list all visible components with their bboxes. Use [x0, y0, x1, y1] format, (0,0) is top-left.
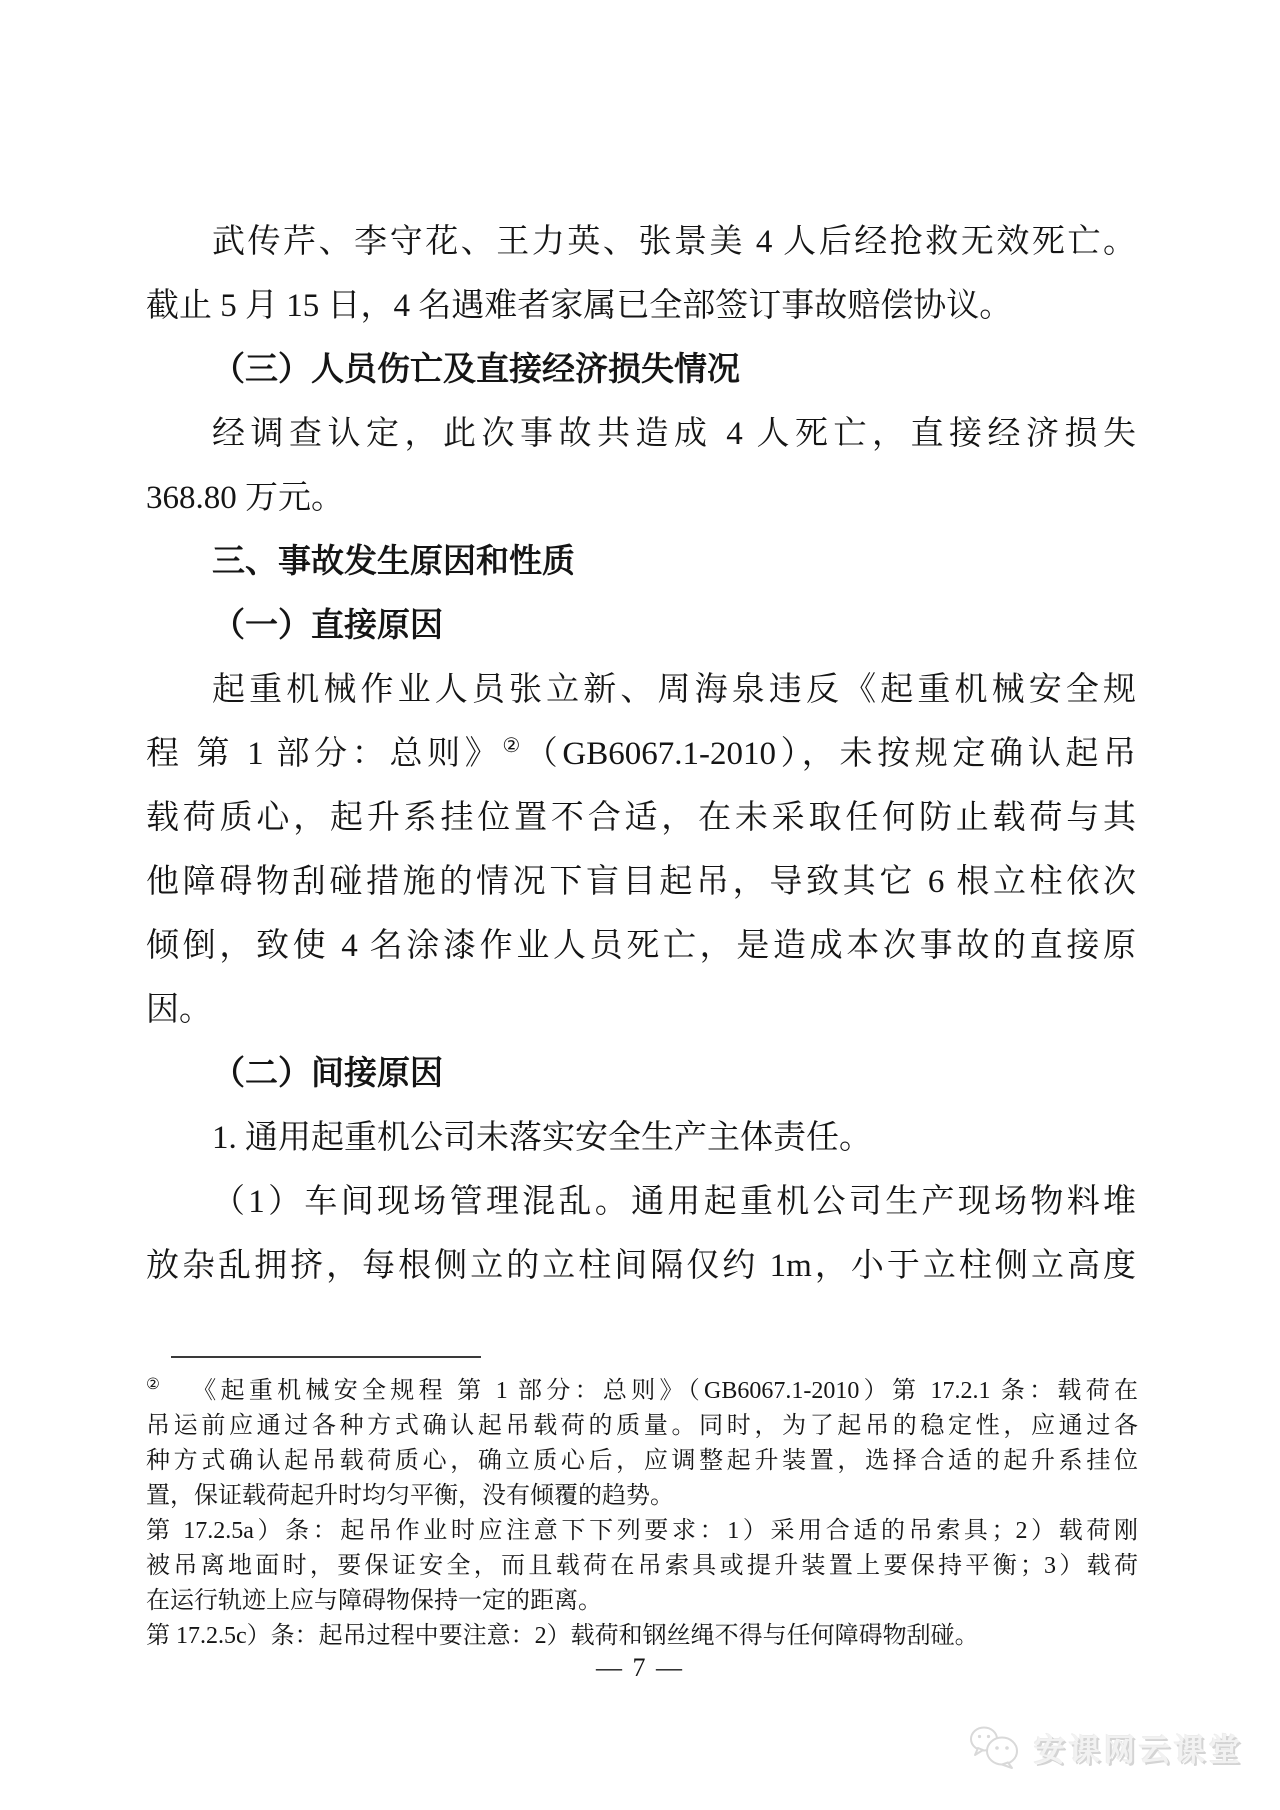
body-line: 368.80 万元。 — [146, 480, 344, 516]
footnotes-block — [146, 1374, 1138, 1654]
footnote-line: 被吊离地面时，要保证安全，而且载荷在吊索具或提升装置上要保持平衡；3）载荷 — [146, 1553, 1138, 1579]
body-line: 载荷质心，起升系挂位置不合适，在未采取任何防止载荷与其 — [146, 800, 1136, 836]
footnote-separator-rule — [171, 1356, 481, 1358]
watermark-text: 安课网云课堂 — [1034, 1732, 1244, 1768]
body-line: 他障碍物刮碰措施的情况下盲目起吊，导致其它 6 根立柱依次 — [146, 864, 1136, 900]
footnote-line: 置，保证载荷起升时均匀平衡，没有倾覆的趋势。 — [146, 1483, 674, 1509]
footnote-reference-mark: ② — [502, 735, 525, 757]
watermark — [968, 1724, 1244, 1770]
section-heading-indirect-cause: （二）间接原因 — [212, 1056, 443, 1092]
body-line-text: 程 第 1 部分：总则》 — [146, 736, 503, 772]
footnote-line: 第 17.2.5a）条：起吊作业时应注意下下列要求：1）采用合适的吊索具；2）载荷刚 — [146, 1518, 1138, 1544]
footnote-line — [146, 1374, 1138, 1409]
section-heading-direct-cause: （一）直接原因 — [212, 608, 443, 644]
footnote-line: 种方式确认起吊载荷质心，确立质心后，应调整起升装置，选择合适的起升系挂位 — [146, 1448, 1138, 1474]
body-line: 截止 5 月 15 日，4 名遇难者家属已全部签订事故赔偿协议。 — [146, 288, 1013, 324]
footnote-marker: ② — [146, 1376, 165, 1393]
footnote-text: 《起重机械安全规程 第 1 部分：总则》（GB6067.1-2010）第 17.2.1 条：载荷在 — [192, 1378, 1138, 1404]
body-line: 武传芹、李守花、王力英、张景美 4 人后经抢救无效死亡。 — [212, 224, 1136, 260]
body-line: 起重机械作业人员张立新、周海泉违反《起重机械安全规 — [212, 672, 1136, 708]
footnote-line: 在运行轨迹上应与障碍物保持一定的距离。 — [146, 1588, 602, 1614]
body-line-with-footnote-ref — [146, 722, 1136, 786]
body-line: 1. 通用起重机公司未落实安全生产主体责任。 — [212, 1120, 872, 1156]
body-line: 因。 — [146, 992, 212, 1028]
wechat-chat-bubbles-icon — [968, 1724, 1022, 1770]
body-line: （1）车间现场管理混乱。通用起重机公司生产现场物料堆 — [212, 1184, 1136, 1220]
page-number: — 7 — — [596, 1653, 684, 1682]
body-line-text: （GB6067.1-2010），未按规定确认起吊 — [524, 736, 1136, 772]
footnote-line: 第 17.2.5c）条：起吊过程中要注意：2）载荷和钢丝绳不得与任何障碍物刮碰。 — [146, 1623, 979, 1649]
body-text-block — [146, 210, 1136, 1298]
body-line: 经调查认定，此次事故共造成 4 人死亡，直接经济损失 — [212, 416, 1136, 452]
section-heading-casualties: （三）人员伤亡及直接经济损失情况 — [212, 352, 740, 388]
body-line: 倾倒，致使 4 名涂漆作业人员死亡，是造成本次事故的直接原 — [146, 928, 1136, 964]
body-line: 放杂乱拥挤，每根侧立的立柱间隔仅约 1m，小于立柱侧立高度 — [146, 1248, 1136, 1284]
chapter-heading-causes: 三、事故发生原因和性质 — [212, 544, 575, 580]
footnote-line: 吊运前应通过各种方式确认起吊载荷的质量。同时，为了起吊的稳定性，应通过各 — [146, 1413, 1138, 1439]
